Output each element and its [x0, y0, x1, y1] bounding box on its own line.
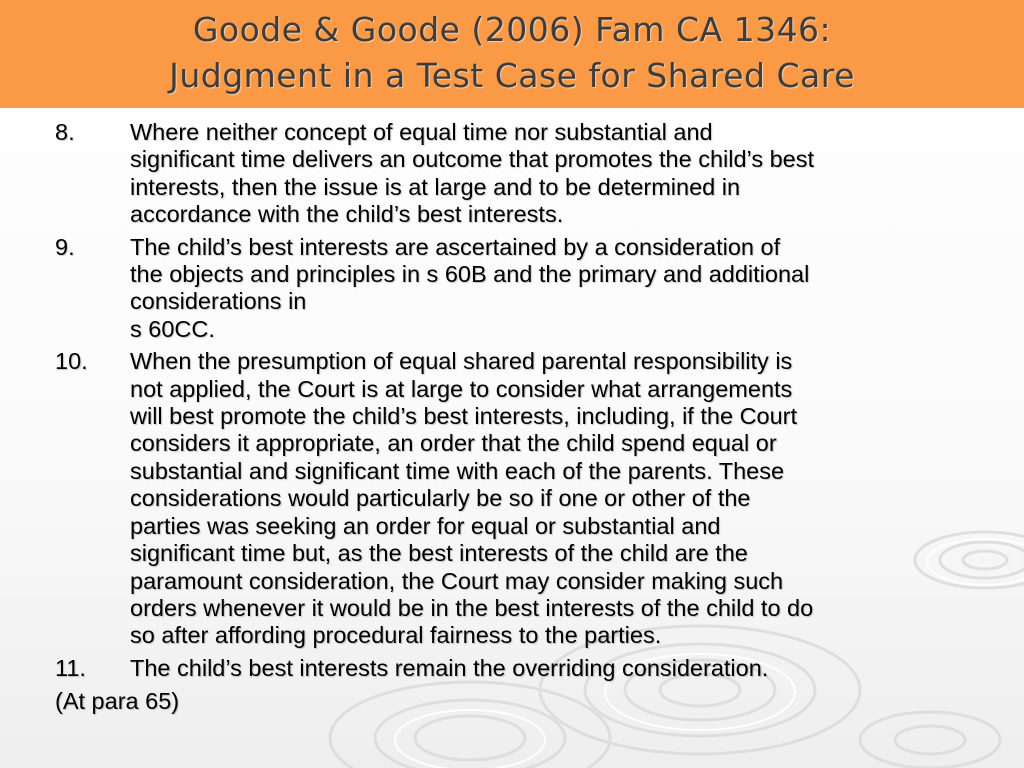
text-line: interests, then the issue is at large and to be determined in — [130, 173, 741, 200]
item-number: 10. — [55, 348, 88, 375]
item-number: 11. — [55, 654, 86, 681]
list-item-10 — [55, 348, 965, 649]
item-text — [130, 655, 965, 682]
text-line: s 60CC. — [130, 315, 215, 342]
text-line: considerations in — [130, 288, 307, 315]
citation-footnote: (At para 65) — [55, 688, 180, 715]
slide-title-line-1: Goode & Goode (2006) Fam CA 1346: — [192, 10, 832, 49]
text-line: paramount consideration, the Court may consider making such — [130, 567, 784, 594]
text-line: not applied, the Court is at large to consider what arrangements — [130, 375, 793, 402]
item-text — [130, 234, 965, 344]
text-line: parties was seeking an order for equal or substantial and — [130, 512, 721, 539]
list-item-9 — [55, 234, 965, 344]
list-item-8 — [55, 119, 965, 229]
text-line: orders whenever it would be in the best interests of the child to do — [130, 594, 814, 621]
slide-title-line-2: Judgment in a Test Case for Shared Care — [169, 56, 855, 95]
item-number: 8. — [55, 119, 75, 145]
text-line: Where neither concept of equal time nor substantial and — [130, 119, 713, 145]
numbered-list — [55, 119, 965, 716]
text-line: so after affording procedural fairness to the parties. — [130, 622, 662, 649]
item-text — [130, 119, 965, 229]
text-line: considerations would particularly be so if one or other of the — [130, 485, 751, 512]
text-line: the objects and principles in s 60B and the primary and additional — [130, 261, 810, 288]
title-bar — [0, 0, 1024, 108]
item-number: 9. — [55, 233, 75, 260]
item-text — [130, 348, 965, 649]
text-line: significant time but, as the best interests of the child are the — [130, 540, 748, 567]
text-line: significant time delivers an outcome that promotes the child’s best — [130, 146, 815, 173]
text-line: substantial and significant time with each of the parents. These — [130, 457, 785, 484]
list-item-11 — [55, 655, 965, 682]
text-line: The child’s best interests are ascertained by a consideration of — [130, 233, 781, 260]
text-line: considers it appropriate, an order that the child spend equal or — [130, 430, 777, 457]
text-line: accordance with the child’s best interests. — [130, 201, 564, 228]
text-line: will best promote the child’s best interests, including, if the Court — [130, 403, 798, 430]
text-line: The child’s best interests remain the overriding consideration. — [130, 654, 769, 681]
text-line: When the presumption of equal shared parental responsibility is — [130, 348, 793, 375]
